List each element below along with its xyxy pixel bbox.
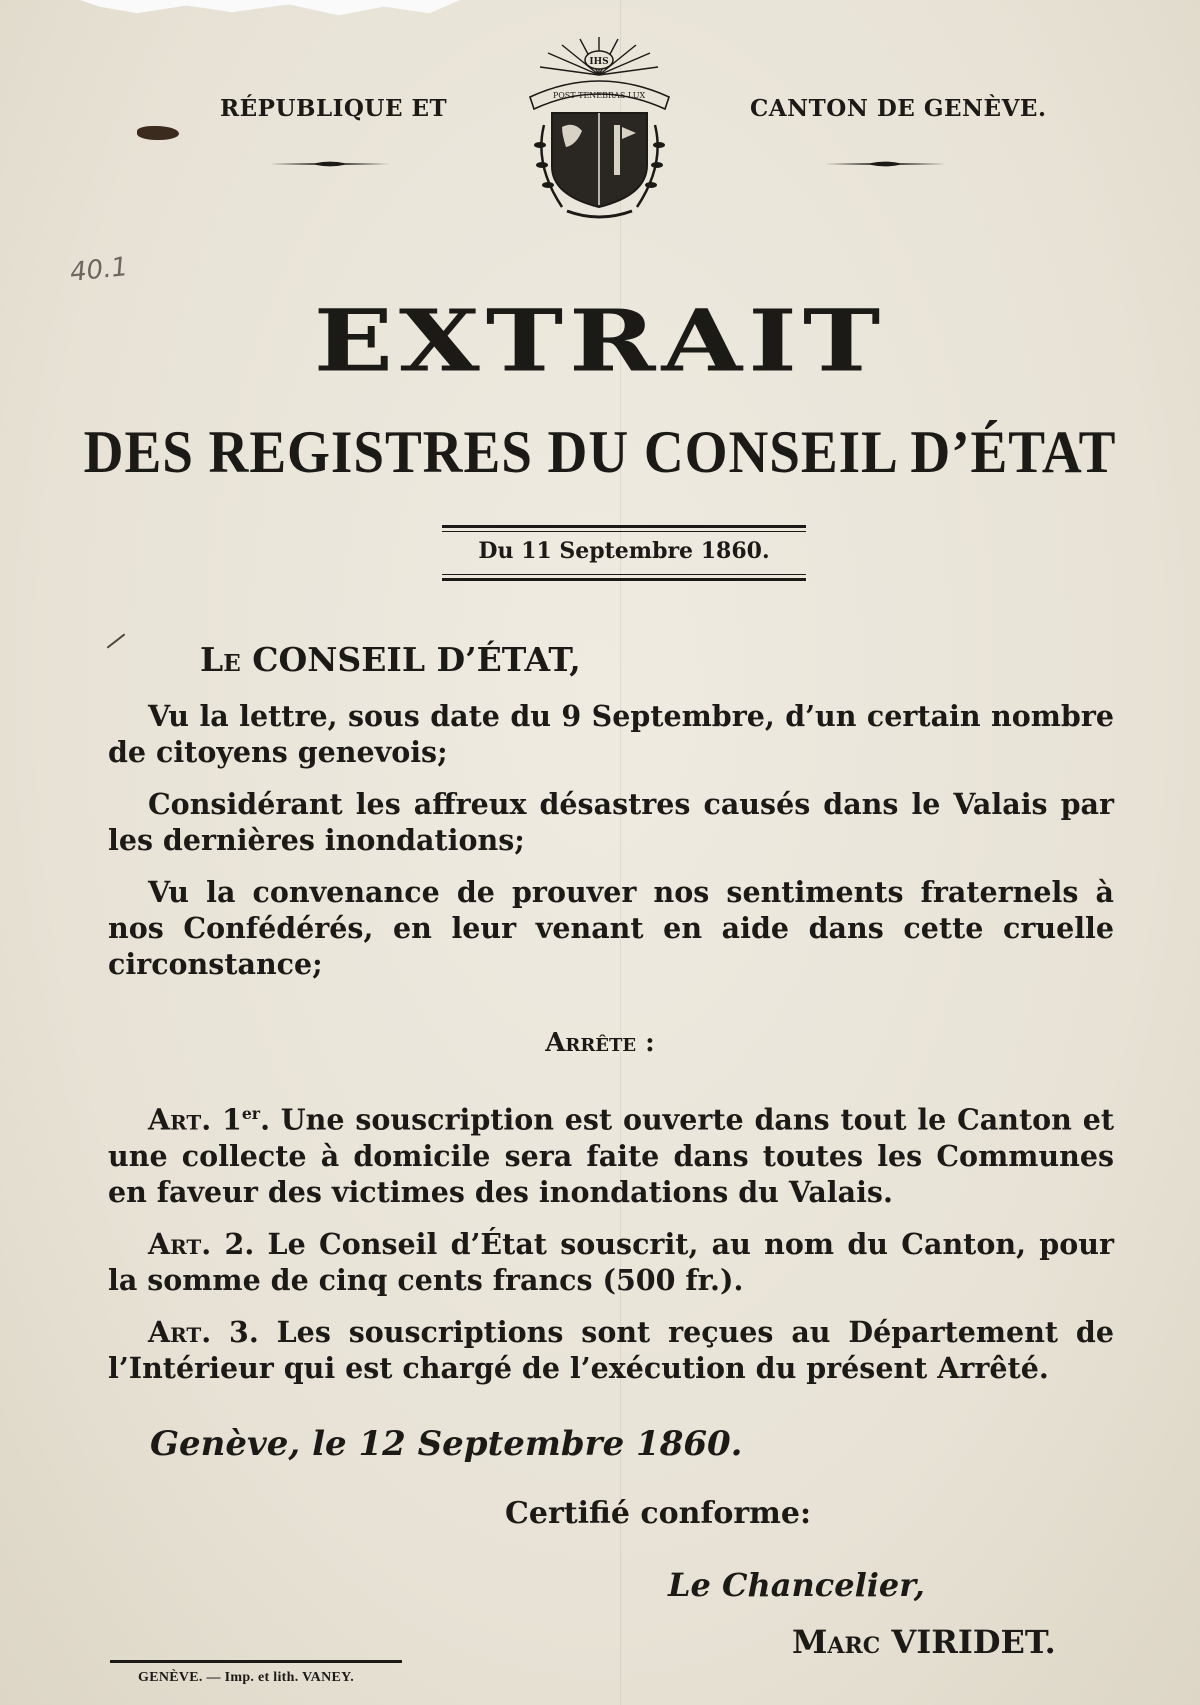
arrete-heading: Arrête : <box>545 1028 655 1058</box>
header-right: CANTON DE GENÈVE. <box>750 95 1047 122</box>
ink-blot <box>137 126 179 140</box>
consideration-1: Vu la lettre, sous date du 9 Septembre, d’un certain nombre de citoyens genevois; <box>108 699 1114 769</box>
torn-edge <box>80 0 460 22</box>
article-3-label: Art. 3. <box>148 1314 259 1349</box>
certified-line: Certifié conforme: <box>505 1496 812 1531</box>
place-date <box>150 1424 743 1464</box>
crest-banner-text: POST TENEBRAS LUX <box>552 91 646 100</box>
place-date-text: Genève, le 12 Septembre 1860. <box>150 1424 743 1464</box>
pencil-tick <box>107 633 126 648</box>
decree-date <box>442 525 806 581</box>
article-3 <box>108 1314 1114 1386</box>
article-1-text: . Une souscription est ouverte dans tout le Canton et une collecte à domicile sera faite dans toutes les Communes en faveur des victimes des inondations du Valais. <box>108 1102 1114 1209</box>
page-title: EXTRAIT <box>313 290 887 391</box>
article-1-label: Art. 1 <box>148 1102 242 1137</box>
opening-line: Le CONSEIL D’ÉTAT, <box>200 640 581 679</box>
chancellor-role: Le Chancelier, <box>668 1566 925 1604</box>
article-1 <box>108 1096 1114 1210</box>
chancellor-name: Marc VIRIDET. <box>792 1623 1056 1661</box>
ornament-rule-left <box>270 160 390 168</box>
page-subtitle: DES REGISTRES DU CONSEIL D’ÉTAT <box>83 419 1117 485</box>
geneva-coat-of-arms-icon <box>522 35 677 225</box>
imprint: GENÈVE. — Imp. et lith. VANEY. <box>138 1670 355 1685</box>
article-2-text: Le Conseil d’État souscrit, au nom du Canton, pour la somme de cinq cents francs (500 fr.). <box>108 1226 1114 1297</box>
header-left: RÉPUBLIQUE ET <box>220 95 448 122</box>
article-2-label: Art. 2. <box>148 1226 255 1261</box>
articles <box>108 1096 1114 1386</box>
pencil-annotation: 40.1 <box>68 252 130 288</box>
decree-date-text: Du 11 Septembre 1860. <box>478 538 770 564</box>
article-1-sup: er <box>241 1104 261 1123</box>
consideration-3: Vu la convenance de prouver nos sentiments fraternels à nos Confédérés, en leur venant en aide dans cette cruelle circonstance; <box>108 875 1114 981</box>
article-3-text: Les souscriptions sont reçues au Département de l’Intérieur qui est chargé de l’exécution du présent Arrêté. <box>108 1314 1114 1385</box>
article-2 <box>108 1226 1114 1298</box>
considerations <box>108 698 1114 982</box>
consideration-2: Considérant les affreux désastres causés dans le Valais par les dernières inondations; <box>108 787 1114 857</box>
crest-ihs: IHS <box>589 57 609 67</box>
imprint-rule <box>110 1660 402 1663</box>
ornament-rule-right <box>825 160 945 168</box>
